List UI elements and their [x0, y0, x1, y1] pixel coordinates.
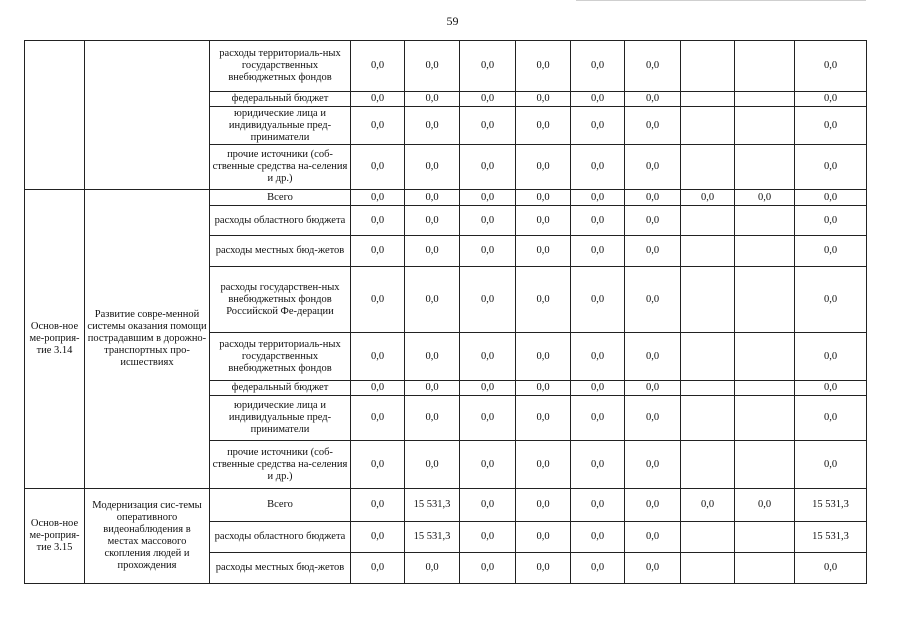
value-cell: 0,0	[795, 381, 867, 396]
value-cell: 0,0	[405, 145, 460, 190]
value-cell: 0,0	[625, 190, 681, 206]
value-cell	[681, 522, 735, 553]
value-cell: 0,0	[405, 236, 460, 267]
value-cell: 0,0	[625, 236, 681, 267]
value-cell: 0,0	[405, 381, 460, 396]
value-cell: 0,0	[351, 553, 405, 584]
value-cell: 0,0	[795, 107, 867, 145]
value-cell: 0,0	[351, 441, 405, 489]
measure-code: Основ-ное ме-роприя-тие 3.14	[25, 190, 85, 489]
value-cell: 0,0	[795, 145, 867, 190]
table-row	[25, 190, 867, 206]
funding-source: расходы местных бюд-жетов	[210, 236, 351, 267]
value-cell: 0,0	[351, 206, 405, 236]
value-cell: 0,0	[460, 333, 516, 381]
value-cell	[735, 396, 795, 441]
value-cell: 0,0	[516, 92, 571, 107]
value-cell	[735, 92, 795, 107]
value-cell: 0,0	[571, 381, 625, 396]
value-cell: 0,0	[460, 396, 516, 441]
value-cell: 0,0	[460, 553, 516, 584]
value-cell	[681, 236, 735, 267]
funding-source: расходы областного бюджета	[210, 206, 351, 236]
value-cell: 0,0	[625, 553, 681, 584]
value-cell: 0,0	[405, 92, 460, 107]
value-cell: 0,0	[795, 333, 867, 381]
value-cell: 0,0	[351, 92, 405, 107]
value-cell: 0,0	[351, 190, 405, 206]
value-cell	[735, 441, 795, 489]
value-cell: 0,0	[571, 267, 625, 333]
value-cell: 15 531,3	[795, 522, 867, 553]
value-cell: 0,0	[460, 107, 516, 145]
value-cell: 0,0	[571, 333, 625, 381]
value-cell: 0,0	[795, 236, 867, 267]
value-cell: 0,0	[571, 236, 625, 267]
value-cell: 0,0	[516, 396, 571, 441]
value-cell: 0,0	[795, 267, 867, 333]
funding-source: расходы территориаль-ных государственных внебюджетных фондов	[210, 41, 351, 92]
value-cell: 0,0	[516, 206, 571, 236]
value-cell: 0,0	[516, 190, 571, 206]
value-cell: 0,0	[735, 190, 795, 206]
value-cell: 0,0	[516, 267, 571, 333]
measure-name: Модернизация сис-темы оперативного видеонаблюдения в местах массового скопления людей и прохождения	[85, 489, 210, 584]
value-cell	[735, 236, 795, 267]
value-cell	[735, 333, 795, 381]
value-cell	[735, 267, 795, 333]
value-cell: 0,0	[351, 396, 405, 441]
value-cell: 0,0	[460, 522, 516, 553]
value-cell: 0,0	[405, 206, 460, 236]
value-cell: 0,0	[516, 236, 571, 267]
measure-code	[25, 41, 85, 190]
value-cell	[735, 206, 795, 236]
value-cell: 0,0	[571, 92, 625, 107]
funding-source: Всего	[210, 489, 351, 522]
value-cell: 0,0	[351, 333, 405, 381]
value-cell: 0,0	[460, 489, 516, 522]
top-edge-line	[576, 0, 866, 1]
value-cell: 0,0	[405, 553, 460, 584]
value-cell: 0,0	[795, 92, 867, 107]
value-cell: 0,0	[795, 441, 867, 489]
value-cell	[681, 107, 735, 145]
funding-source: расходы областного бюджета	[210, 522, 351, 553]
value-cell: 15 531,3	[405, 489, 460, 522]
value-cell: 0,0	[571, 489, 625, 522]
value-cell: 0,0	[351, 522, 405, 553]
value-cell: 15 531,3	[795, 489, 867, 522]
value-cell: 0,0	[571, 107, 625, 145]
budget-table	[24, 40, 867, 584]
value-cell: 0,0	[735, 489, 795, 522]
value-cell	[735, 145, 795, 190]
measure-name: Развитие совре-менной системы оказания помощи пострадавшим в дорожно-транспортных про-исшествиях	[85, 190, 210, 489]
funding-source: Всего	[210, 190, 351, 206]
value-cell	[681, 267, 735, 333]
value-cell: 0,0	[405, 190, 460, 206]
value-cell	[681, 41, 735, 92]
value-cell: 0,0	[625, 267, 681, 333]
value-cell: 0,0	[405, 267, 460, 333]
value-cell: 0,0	[351, 41, 405, 92]
value-cell	[681, 206, 735, 236]
funding-source: прочие источники (соб-ственные средства на-селения и др.)	[210, 441, 351, 489]
value-cell	[681, 333, 735, 381]
value-cell	[735, 381, 795, 396]
value-cell: 0,0	[351, 267, 405, 333]
table-row	[25, 41, 867, 92]
funding-source: федеральный бюджет	[210, 92, 351, 107]
value-cell: 0,0	[516, 522, 571, 553]
value-cell: 0,0	[516, 381, 571, 396]
value-cell: 0,0	[516, 145, 571, 190]
value-cell: 0,0	[460, 206, 516, 236]
value-cell: 0,0	[460, 381, 516, 396]
value-cell: 0,0	[460, 236, 516, 267]
value-cell: 0,0	[625, 489, 681, 522]
value-cell	[681, 553, 735, 584]
value-cell	[681, 381, 735, 396]
value-cell: 0,0	[571, 190, 625, 206]
funding-source: прочие источники (соб-ственные средства на-селения и др.)	[210, 145, 351, 190]
budget-table-body	[25, 41, 867, 584]
value-cell: 0,0	[571, 206, 625, 236]
value-cell: 0,0	[795, 553, 867, 584]
value-cell	[735, 522, 795, 553]
value-cell: 0,0	[351, 236, 405, 267]
value-cell: 0,0	[625, 206, 681, 236]
value-cell: 0,0	[351, 381, 405, 396]
value-cell: 0,0	[625, 41, 681, 92]
value-cell: 0,0	[571, 441, 625, 489]
value-cell: 0,0	[405, 41, 460, 92]
value-cell: 0,0	[460, 267, 516, 333]
value-cell: 0,0	[795, 190, 867, 206]
value-cell: 0,0	[625, 441, 681, 489]
value-cell: 0,0	[625, 522, 681, 553]
value-cell: 0,0	[351, 489, 405, 522]
value-cell: 0,0	[571, 522, 625, 553]
value-cell: 0,0	[516, 107, 571, 145]
page-number: 59	[446, 14, 459, 28]
value-cell: 0,0	[681, 489, 735, 522]
value-cell	[681, 396, 735, 441]
value-cell: 0,0	[625, 107, 681, 145]
value-cell: 0,0	[516, 333, 571, 381]
value-cell: 0,0	[460, 92, 516, 107]
funding-source: федеральный бюджет	[210, 381, 351, 396]
value-cell: 0,0	[460, 190, 516, 206]
value-cell: 0,0	[625, 92, 681, 107]
value-cell: 0,0	[460, 41, 516, 92]
value-cell: 0,0	[405, 396, 460, 441]
value-cell: 0,0	[351, 145, 405, 190]
value-cell: 0,0	[405, 441, 460, 489]
value-cell: 0,0	[571, 396, 625, 441]
value-cell	[681, 145, 735, 190]
measure-name	[85, 41, 210, 190]
value-cell: 0,0	[351, 107, 405, 145]
table-row	[25, 489, 867, 522]
value-cell: 0,0	[516, 553, 571, 584]
value-cell: 0,0	[625, 333, 681, 381]
measure-code: Основ-ное ме-роприя-тие 3.15	[25, 489, 85, 584]
value-cell: 15 531,3	[405, 522, 460, 553]
value-cell: 0,0	[625, 396, 681, 441]
value-cell: 0,0	[795, 206, 867, 236]
value-cell: 0,0	[460, 441, 516, 489]
value-cell: 0,0	[571, 145, 625, 190]
value-cell	[735, 553, 795, 584]
value-cell: 0,0	[795, 41, 867, 92]
value-cell: 0,0	[625, 381, 681, 396]
value-cell	[735, 107, 795, 145]
value-cell: 0,0	[516, 441, 571, 489]
funding-source: юридические лица и индивидуальные пред-приниматели	[210, 396, 351, 441]
value-cell: 0,0	[405, 107, 460, 145]
value-cell	[681, 441, 735, 489]
funding-source: юридические лица и индивидуальные пред-приниматели	[210, 107, 351, 145]
value-cell: 0,0	[516, 489, 571, 522]
funding-source: расходы местных бюд-жетов	[210, 553, 351, 584]
value-cell: 0,0	[460, 145, 516, 190]
value-cell: 0,0	[405, 333, 460, 381]
value-cell: 0,0	[625, 145, 681, 190]
funding-source: расходы территориаль-ных государственных внебюджетных фондов	[210, 333, 351, 381]
value-cell	[735, 41, 795, 92]
value-cell: 0,0	[571, 553, 625, 584]
funding-source: расходы государствен-ных внебюджетных фондов Российской Фе-дерации	[210, 267, 351, 333]
value-cell: 0,0	[516, 41, 571, 92]
value-cell	[681, 92, 735, 107]
value-cell: 0,0	[795, 396, 867, 441]
value-cell: 0,0	[681, 190, 735, 206]
value-cell: 0,0	[571, 41, 625, 92]
